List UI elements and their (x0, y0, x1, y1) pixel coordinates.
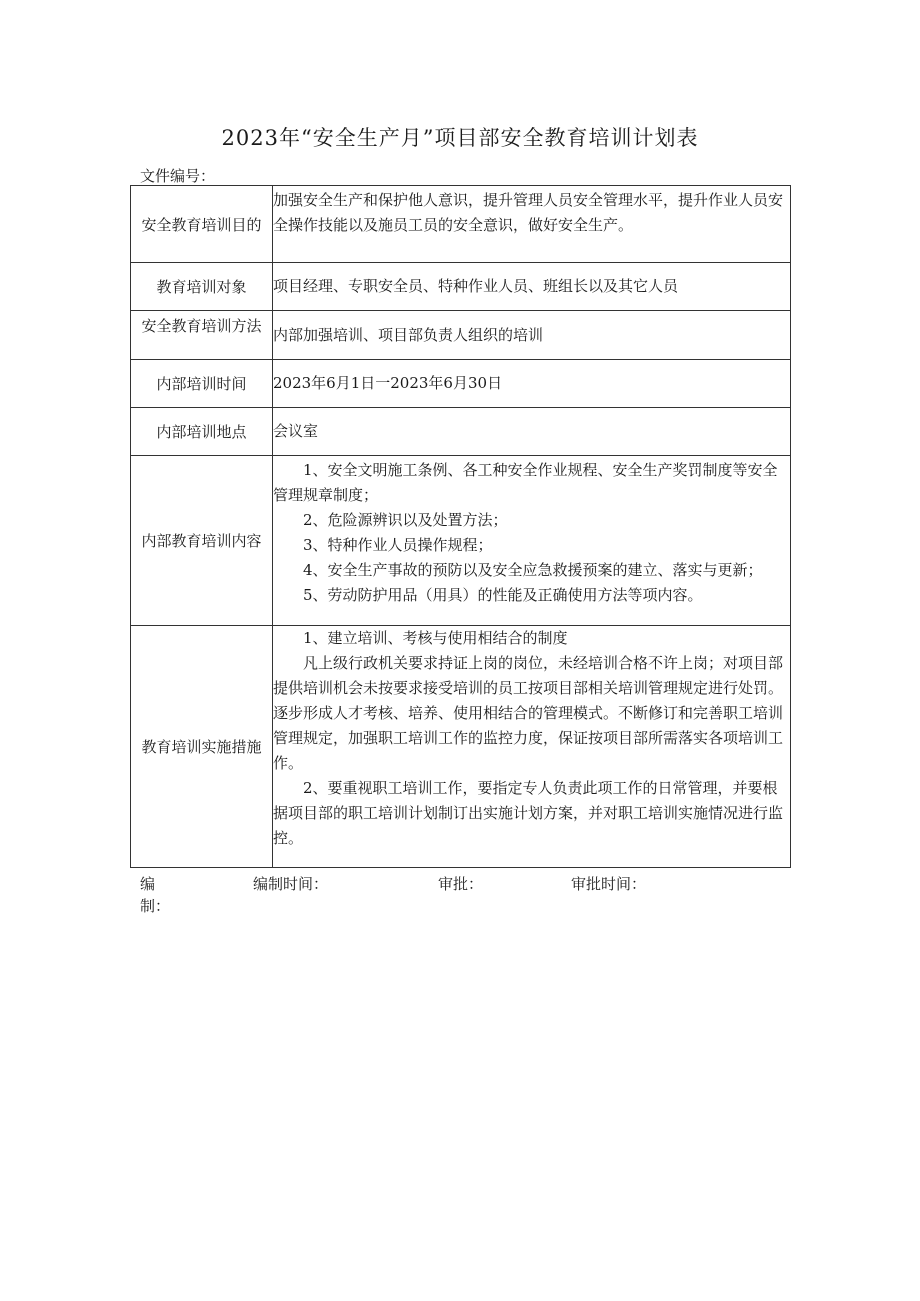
content-item: 2、危险源辨识以及处置方法； (303, 511, 508, 529)
row-label: 内部培训地点 (131, 408, 273, 456)
approve-label: 审批： (438, 875, 484, 893)
measure-item: 2、要重视职工培训工作，要指定专人负责此项工作的日常管理，并要根据项目部的职工培训计划制订出实施计划方案，并对职工培训实施情况进行监控。 (273, 779, 784, 847)
compiler-label-line1: 编 (140, 875, 156, 893)
value-text: 项目经理、专职安全员、特种作业人员、班组长以及其它人员 (273, 277, 679, 295)
document-title: 2023年“安全生产月”项目部安全教育培训计划表 (221, 126, 699, 150)
row-value (273, 360, 791, 408)
value-text: 2023年6月1日一2023年6月30日 (273, 374, 503, 392)
compiler-label (140, 873, 170, 917)
table-row (131, 311, 791, 360)
compiler-label-line2: 制： (140, 897, 171, 915)
value-text: 内部加强培训、项目部负责人组织的培训 (273, 325, 544, 344)
row-value (273, 456, 791, 626)
measure-item: 1、建立培训、考核与使用相结合的制度 (303, 629, 568, 647)
compile-time-label: 编制时间： (253, 875, 329, 893)
doc-number-label: 文件编号： (140, 167, 216, 185)
approve-time-label: 审批时间： (571, 875, 647, 893)
content-item: 5、劳动防护用品（用具）的性能及正确使用方法等项内容。 (303, 586, 703, 604)
row-value (273, 263, 791, 311)
row-label: 安全教育培训方法 (131, 311, 273, 360)
measure-item: 凡上级行政机关要求持证上岗的岗位，未经培训合格不许上岗；对项目部提供培训机会未按要求接受培训的员工按项目部相关培训管理规定进行处罚。逐步形成人才考核、培养、使用相结合的管理模式。不断修订和完善职工培训管理规定，加强职工培训工作的监控力度，保证按项目部所需落实各项培训工作。 (273, 654, 784, 772)
table-row (131, 360, 791, 408)
value-text: 会议室 (273, 422, 319, 440)
row-label: 内部培训时间 (131, 360, 273, 408)
row-value (273, 186, 791, 263)
row-value (273, 626, 791, 868)
table-row (131, 456, 791, 626)
training-plan-table (130, 185, 791, 868)
value-text: 加强安全生产和保护他人意识，提升管理人员安全管理水平，提升作业人员安全操作技能以及施员工员的安全意识，做好安全生产。 (273, 191, 784, 234)
row-label: 安全教育培训目的 (131, 186, 273, 263)
content-item: 4、安全生产事故的预防以及安全应急救援预案的建立、落实与更新； (303, 561, 763, 579)
row-label: 教育培训对象 (131, 263, 273, 311)
row-value (273, 311, 791, 360)
table-row (131, 186, 791, 263)
table-row (131, 263, 791, 311)
table-row (131, 626, 791, 868)
table-row (131, 408, 791, 456)
row-label: 内部教育培训内容 (131, 456, 273, 626)
content-item: 1、安全文明施工条例、各工种安全作业规程、安全生产奖罚制度等安全管理规章制度； (273, 461, 778, 504)
content-item: 3、特种作业人员操作规程； (303, 536, 493, 554)
row-label: 教育培训实施措施 (131, 626, 273, 868)
row-value (273, 408, 791, 456)
